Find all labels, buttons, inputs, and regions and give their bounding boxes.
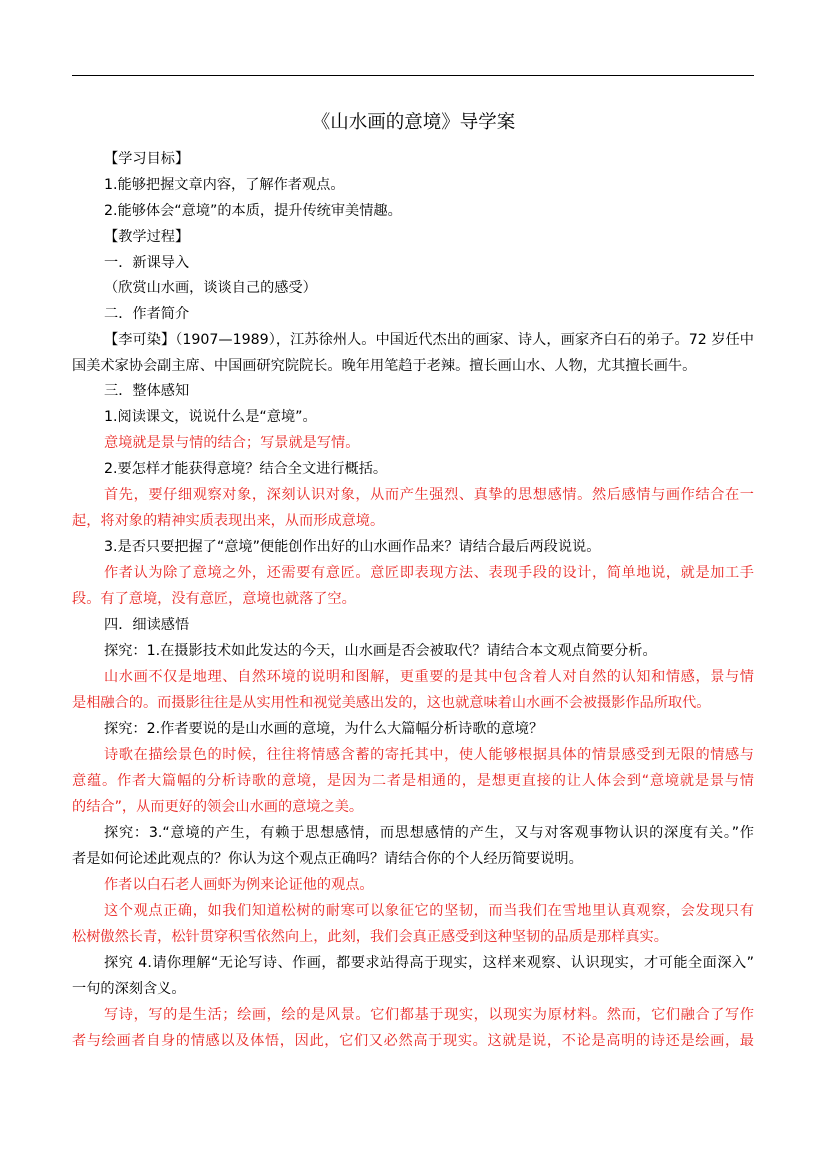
question-3: 3.是否只要把握了“意境”便能创作出好的山水画作品来？请结合最后两段说说。 <box>104 539 601 555</box>
answer-3-line-1: 作者认为除了意境之外，还需要有意匠。意匠即表现方法、表现手段的设计，简单地说，就是加工手 <box>104 565 754 581</box>
explore-2-answer-line-2: 意蕴。作者大篇幅的分析诗歌的意境，是因为二者是相通的，是想更直接的让人体会到“意境就是景与情 <box>72 773 754 789</box>
explore-2-question: 探究：2.作者要说的是山水画的意境，为什么大篇幅分析诗歌的意境？ <box>104 721 544 737</box>
answer-1: 意境就是景与情的结合；写景就是写情。 <box>104 435 360 451</box>
goal-item-2: 2.能够体会“意境”的本质，提升传统审美情趣。 <box>104 203 402 219</box>
explore-4-question-line-1: 探究 4.请你理解“无论写诗、作画，都要求站得高于现实，这样来观察、认识现实，才可能全面深入” <box>104 955 754 971</box>
answer-3-line-2: 段。有了意境，没有意匠，意境也就落了空。 <box>72 591 356 607</box>
explore-3-answer-2-line-1: 这个观点正确，如我们知道松树的耐寒可以象征它的坚韧，而当我们在雪地里认真观察，会发现只有 <box>104 903 754 919</box>
explore-1-answer-line-2: 是相融合的。而摄影往往是从实用性和视觉美感出发的，这也就意味着山水画不会被摄影作品所取代。 <box>72 695 711 711</box>
explore-2-answer-line-3: 的结合”，从而更好的领会山水画的意境之美。 <box>72 799 364 815</box>
section-1-heading: 一．新课导入 <box>104 255 190 271</box>
explore-2-answer-line-1: 诗歌在描绘景色的时候，往往将情感含蓄的寄托其中，使人能够根据具体的情景感受到无限的情感与 <box>104 747 754 763</box>
explore-3-question-line-2: 者是如何论述此观点的？你认为这个观点正确吗？请结合你的个人经历简要说明。 <box>72 851 583 867</box>
page-title: 《山水画的意境》导学案 <box>311 112 516 133</box>
section-4-heading: 四．细读感悟 <box>104 617 190 633</box>
explore-3-answer-2-line-2: 松树傲然长青，松针贯穿积雪依然向上，此刻，我们会真正感受到这种坚韧的品质是那样真实。 <box>72 929 668 945</box>
explore-4-answer-line-2: 者与绘画者自身的情感以及体悟，因此，它们又必然高于现实。这就是说，不论是高明的诗还是绘画，最 <box>72 1033 754 1049</box>
section-2-heading: 二．作者简介 <box>104 306 190 322</box>
question-1: 1.阅读课文，说说什么是“意境”。 <box>104 409 317 425</box>
explore-4-question-line-2: 一句的深刻含义。 <box>72 981 186 997</box>
goal-item-1: 1.能够把握文章内容，了解作者观点。 <box>104 177 345 193</box>
author-bio-line-1: 【李可染】（1907—1989），江苏徐州人。中国近代杰出的画家、诗人，画家齐白石的弟子。72 岁任中 <box>104 332 754 348</box>
explore-4-answer-line-1: 写诗，写的是生活；绘画，绘的是风景。它们都基于现实，以现实为原材料。然而，它们融合了写作 <box>104 1007 754 1023</box>
question-2: 2.要怎样才能获得意境？结合全文进行概括。 <box>104 461 388 477</box>
section-1-text: （欣赏山水画，谈谈自己的感受） <box>104 280 317 296</box>
process-heading: 【教学过程】 <box>104 229 190 245</box>
explore-1-answer-line-1: 山水画不仅是地理、自然环境的说明和图解，更重要的是其中包含着人对自然的认知和情感，景与情 <box>104 669 754 685</box>
explore-1-question: 探究：1.在摄影技术如此发达的今天，山水画是否会被取代？请结合本文观点简要分析。 <box>104 643 657 659</box>
goals-heading: 【学习目标】 <box>104 151 190 167</box>
section-3-heading: 三．整体感知 <box>104 383 190 399</box>
header-rule <box>72 75 754 76</box>
answer-2-line-1: 首先，要仔细观察对象，深刻认识对象，从而产生强烈、真挚的思想感情。然后感情与画作结合在一 <box>104 487 754 503</box>
author-bio-line-2: 国美术家协会副主席、中国画研究院院长。晚年用笔趋于老辣。擅长画山水、人物，尤其擅长画牛。 <box>72 358 697 374</box>
explore-3-answer-1: 作者以白石老人画虾为例来论证他的观点。 <box>104 877 374 893</box>
explore-3-question-line-1: 探究：3.“意境的产生，有赖于思想感情，而思想感情的产生，又与对客观事物认识的深度有关。”作 <box>104 825 754 841</box>
answer-2-line-2: 起，将对象的精神实质表现出来，从而形成意境。 <box>72 513 385 529</box>
